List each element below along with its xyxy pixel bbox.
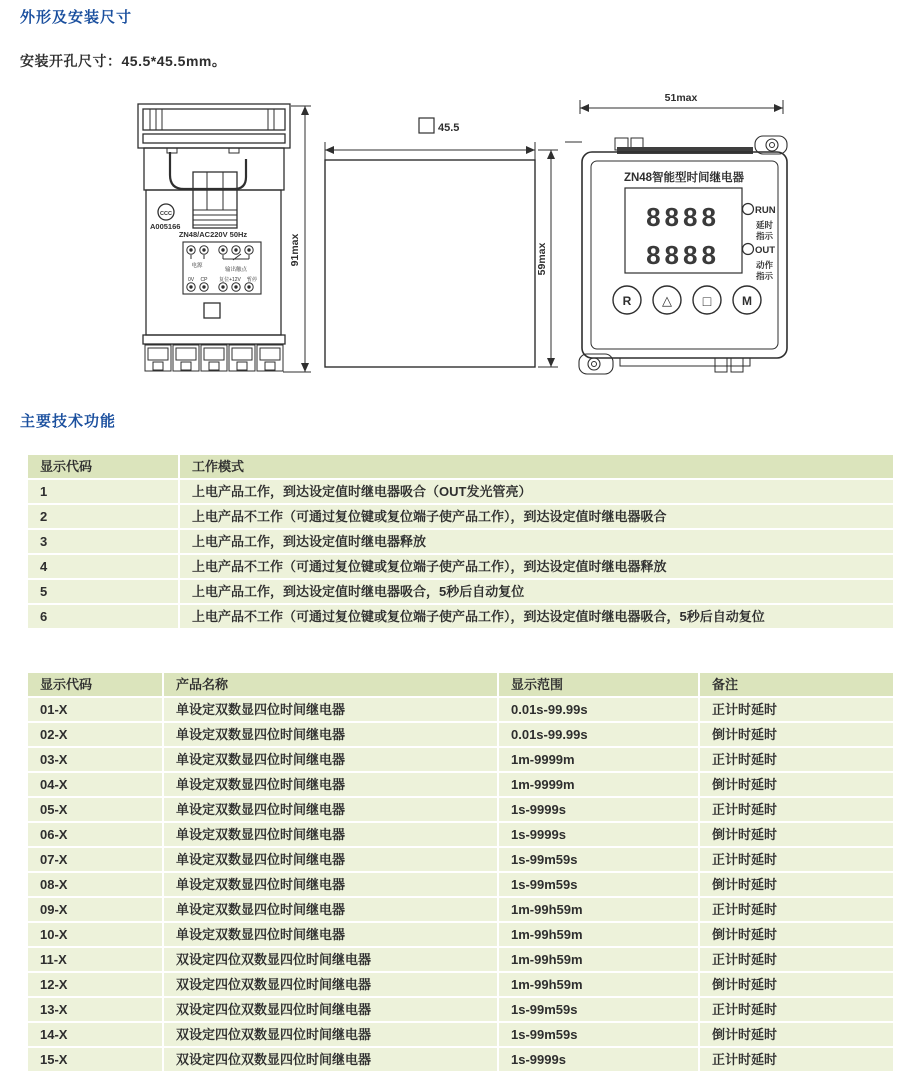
table-cell: 1m-9999m bbox=[499, 773, 698, 796]
products-table bbox=[28, 673, 893, 1071]
dim-arrow bbox=[547, 358, 555, 367]
table-cell: 正计时延时 bbox=[700, 948, 893, 971]
stop-button-label: □ bbox=[702, 293, 712, 309]
table-cell: 正计时延时 bbox=[700, 998, 893, 1021]
dim-59max: 59max bbox=[536, 242, 548, 276]
terminal-circles-top bbox=[187, 246, 253, 254]
terminal-circles-bottom bbox=[187, 283, 253, 291]
table-row bbox=[28, 1023, 893, 1046]
table-cell: 单设定双数显四位时间继电器 bbox=[164, 698, 497, 721]
out-led-icon bbox=[743, 244, 754, 255]
reset-button-label: R bbox=[622, 294, 632, 308]
contact-symbol bbox=[191, 254, 249, 260]
table-cell: 1s-99m59s bbox=[499, 998, 698, 1021]
table-row bbox=[28, 873, 893, 896]
dim-45-5: 45.5 bbox=[438, 122, 460, 134]
table-cell: 双设定四位双数显四位时间继电器 bbox=[164, 998, 497, 1021]
output-contact-label: 输出触点 bbox=[224, 267, 248, 273]
table-cell: 倒计时延时 bbox=[700, 873, 893, 896]
table-row bbox=[28, 773, 893, 796]
table-row bbox=[28, 898, 893, 921]
table-cell: 单设定双数显四位时间继电器 bbox=[164, 823, 497, 846]
table-cell: 06-X bbox=[28, 823, 162, 846]
dim-arrow bbox=[301, 363, 309, 372]
table-cell: 倒计时延时 bbox=[700, 723, 893, 746]
table-cell: 5 bbox=[28, 580, 178, 603]
table-header-row bbox=[28, 673, 893, 696]
table-cell: 02-X bbox=[28, 723, 162, 746]
table-row bbox=[28, 530, 893, 553]
screw-terminals bbox=[145, 345, 283, 371]
table-row bbox=[28, 605, 893, 628]
table-cell: 4 bbox=[28, 555, 178, 578]
cutout-outline bbox=[325, 118, 558, 367]
table-cell: 单设定双数显四位时间继电器 bbox=[164, 798, 497, 821]
terminal-label-0v: 0V bbox=[187, 277, 195, 283]
table-cell: 单设定双数显四位时间继电器 bbox=[164, 748, 497, 771]
table-cell: 1m-99h59m bbox=[499, 948, 698, 971]
table-cell: 双设定四位双数显四位时间继电器 bbox=[164, 948, 497, 971]
table-cell: 双设定四位双数显四位时间继电器 bbox=[164, 1023, 497, 1046]
table-cell: 09-X bbox=[28, 898, 162, 921]
dim-arrow bbox=[301, 106, 309, 115]
latch-curve bbox=[170, 152, 246, 189]
power-label: 电源 bbox=[191, 263, 203, 269]
table-cell: 14-X bbox=[28, 1023, 162, 1046]
table-cell: 05-X bbox=[28, 798, 162, 821]
table-row bbox=[28, 848, 893, 871]
table-row bbox=[28, 973, 893, 996]
table-cell: 单设定双数显四位时间继电器 bbox=[164, 723, 497, 746]
table-cell: 07-X bbox=[28, 848, 162, 871]
table-row bbox=[28, 948, 893, 971]
run-sub-1: 延时 bbox=[756, 220, 774, 230]
table-cell: 上电产品不工作（可通过复位键或复位端子使产品工作），到达设定值时继电器吸合，5秒后自动复位 bbox=[180, 605, 893, 628]
mounting-hole-note: 安装开孔尺寸：45.5*45.5mm。 bbox=[20, 53, 227, 69]
dim-arrow bbox=[526, 146, 535, 154]
table-row bbox=[28, 1048, 893, 1071]
table-row bbox=[28, 748, 893, 771]
modes-table bbox=[28, 455, 893, 628]
table-row bbox=[28, 798, 893, 821]
dim-arrow bbox=[325, 146, 334, 154]
table-cell: 倒计时延时 bbox=[700, 973, 893, 996]
model-line: ZN48/AC220V 50Hz bbox=[178, 230, 248, 239]
table-cell: 倒计时延时 bbox=[700, 923, 893, 946]
table-cell: 双设定四位双数显四位时间继电器 bbox=[164, 1048, 497, 1071]
table-cell: 1s-99m59s bbox=[499, 1023, 698, 1046]
column-header: 显示代码 bbox=[28, 673, 162, 696]
table-cell: 双设定四位双数显四位时间继电器 bbox=[164, 973, 497, 996]
column-header: 产品名称 bbox=[164, 673, 497, 696]
table-cell: 倒计时延时 bbox=[700, 823, 893, 846]
table-header-row bbox=[28, 455, 893, 478]
table-cell: 倒计时延时 bbox=[700, 773, 893, 796]
table-cell: 04-X bbox=[28, 773, 162, 796]
table-cell: 单设定双数显四位时间继电器 bbox=[164, 898, 497, 921]
table-cell: 2 bbox=[28, 505, 178, 528]
out-led-label: OUT bbox=[755, 245, 776, 256]
run-sub-2: 指示 bbox=[756, 231, 774, 241]
up-button-label: △ bbox=[662, 293, 672, 308]
table-cell: 1m-9999m bbox=[499, 748, 698, 771]
table-cell: 3 bbox=[28, 530, 178, 553]
dim-arrow bbox=[580, 104, 589, 112]
table-cell: 正计时延时 bbox=[700, 748, 893, 771]
table-cell: 上电产品工作，到达设定值时继电器释放 bbox=[180, 530, 893, 553]
table-cell: 倒计时延时 bbox=[700, 1023, 893, 1046]
table-cell: 13-X bbox=[28, 998, 162, 1021]
square-symbol-icon bbox=[419, 118, 434, 133]
display-row-2: 8888 bbox=[646, 240, 720, 270]
terminal-label-reset: 复位+12V bbox=[219, 277, 241, 283]
dim-arrow bbox=[774, 104, 783, 112]
terminal-label-cp: CP bbox=[200, 277, 208, 283]
table-cell: 01-X bbox=[28, 698, 162, 721]
table-cell: 1s-99m59s bbox=[499, 848, 698, 871]
table-row bbox=[28, 923, 893, 946]
table-cell: 单设定双数显四位时间继电器 bbox=[164, 848, 497, 871]
table-row bbox=[28, 823, 893, 846]
table-cell: 1s-9999s bbox=[499, 823, 698, 846]
table-row bbox=[28, 505, 893, 528]
column-header: 显示范围 bbox=[499, 673, 698, 696]
table-cell: 上电产品工作，到达设定值时继电器吸合，5秒后自动复位 bbox=[180, 580, 893, 603]
table-row bbox=[28, 723, 893, 746]
table-cell: 正计时延时 bbox=[700, 798, 893, 821]
out-sub-2: 指示 bbox=[756, 271, 774, 281]
table-cell: 单设定双数显四位时间继电器 bbox=[164, 873, 497, 896]
table-cell: 6 bbox=[28, 605, 178, 628]
table-cell: 1s-9999s bbox=[499, 798, 698, 821]
table-row bbox=[28, 580, 893, 603]
dim-91max: 91max bbox=[289, 233, 301, 267]
panel-title: ZN48智能型时间继电器 bbox=[623, 172, 745, 184]
table-cell: 1s-99m59s bbox=[499, 873, 698, 896]
table-row bbox=[28, 998, 893, 1021]
table-cell: 上电产品不工作（可通过复位键或复位端子使产品工作），到达设定值时继电器吸合 bbox=[180, 505, 893, 528]
table-cell: 上电产品工作，到达设定值时继电器吸合（OUT发光管亮） bbox=[180, 480, 893, 503]
side-view-drawing bbox=[133, 100, 315, 382]
run-led-icon bbox=[743, 204, 754, 215]
table-cell: 上电产品不工作（可通过复位键或复位端子使产品工作），到达设定值时继电器释放 bbox=[180, 555, 893, 578]
table-cell: 正计时延时 bbox=[700, 848, 893, 871]
table-cell: 08-X bbox=[28, 873, 162, 896]
cert-number: A005166 bbox=[150, 222, 181, 231]
section-title-functions: 主要技术功能 bbox=[20, 413, 117, 430]
table-row bbox=[28, 555, 893, 578]
table-cell: 0.01s-99.99s bbox=[499, 698, 698, 721]
table-cell: 1m-99h59m bbox=[499, 923, 698, 946]
table-row bbox=[28, 480, 893, 503]
table-cell: 正计时延时 bbox=[700, 1048, 893, 1071]
display-row-1: 8888 bbox=[646, 202, 720, 232]
run-led-label: RUN bbox=[755, 205, 776, 216]
table-cell: 1 bbox=[28, 480, 178, 503]
section-title-dimensions: 外形及安装尺寸 bbox=[20, 9, 133, 26]
table-cell: 10-X bbox=[28, 923, 162, 946]
column-header: 显示代码 bbox=[28, 455, 178, 478]
table-cell: 11-X bbox=[28, 948, 162, 971]
table-cell: 正计时延时 bbox=[700, 898, 893, 921]
table-cell: 单设定双数显四位时间继电器 bbox=[164, 773, 497, 796]
dim-51max: 51max bbox=[664, 92, 698, 104]
top-strip bbox=[617, 147, 753, 154]
table-cell: 03-X bbox=[28, 748, 162, 771]
mode-button-label: M bbox=[742, 294, 752, 308]
panel-cutout-drawing bbox=[318, 110, 564, 372]
table-cell: 正计时延时 bbox=[700, 698, 893, 721]
ccc-mark-label: CCC bbox=[160, 211, 172, 217]
column-header: 备注 bbox=[700, 673, 893, 696]
table-cell: 1s-9999s bbox=[499, 1048, 698, 1071]
table-cell: 1m-99h59m bbox=[499, 973, 698, 996]
front-outline bbox=[565, 100, 787, 374]
terminal-label-pause: 暂停 bbox=[246, 277, 258, 283]
front-view-drawing bbox=[565, 88, 815, 384]
table-row bbox=[28, 698, 893, 721]
table-cell: 15-X bbox=[28, 1048, 162, 1071]
dim-arrow bbox=[547, 150, 555, 159]
table-cell: 0.01s-99.99s bbox=[499, 723, 698, 746]
out-sub-1: 动作 bbox=[756, 260, 774, 270]
table-cell: 单设定双数显四位时间继电器 bbox=[164, 923, 497, 946]
table-cell: 1m-99h59m bbox=[499, 898, 698, 921]
table-cell: 12-X bbox=[28, 973, 162, 996]
column-header: 工作模式 bbox=[180, 455, 893, 478]
